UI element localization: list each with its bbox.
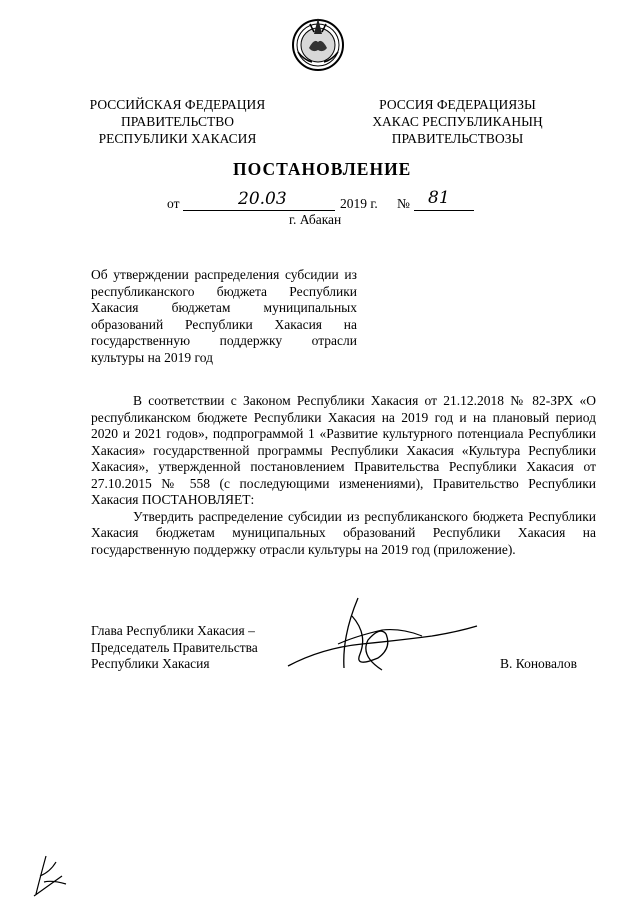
document-subject: [91, 267, 357, 366]
document-type-title: ПОСТАНОВЛЕНИЕ: [233, 159, 412, 179]
handwritten-number: 81: [428, 188, 450, 208]
date-year: 2019 г.: [340, 196, 378, 211]
signatory-name: В. Коновалов: [500, 656, 577, 671]
header-left-line: РОССИЙСКАЯ ФЕДЕРАЦИЯ: [89, 97, 266, 112]
body-paragraph: Утвердить распределение субсидии из республиканского бюджета Республики Хакасия бюджетам муниципальных образований Республики Хакасия на государственную поддержку отрасли культуры на 2019 год (приложение).: [91, 508, 596, 557]
margin-initials-mark: [26, 848, 70, 900]
subject-line: Хакасия бюджетам муниципальных: [91, 300, 357, 315]
document-body: [91, 393, 596, 558]
subject-line: образований Республики Хакасия на: [91, 316, 357, 332]
header-right-line: ХАКАС РЕСПУБЛИКАНЫҢ: [372, 114, 543, 129]
subject-line: государственную поддержку отрасли: [91, 333, 357, 348]
header-left-block: [70, 96, 285, 147]
header-right-line: РОССИЯ ФЕДЕРАЦИЯЗЫ: [379, 97, 536, 112]
subject-line: Об утверждении распределения субсидии из: [91, 267, 357, 282]
handwritten-signature: [282, 596, 482, 686]
signatory-position-line: Глава Республики Хакасия –: [91, 623, 255, 638]
subject-line: республиканского бюджета Республики: [91, 283, 357, 299]
handwritten-date: 20.03: [238, 189, 287, 209]
date-prefix: от: [167, 196, 180, 211]
header-right-line: ПРАВИТЕЛЬСТВОЗЫ: [391, 131, 524, 146]
number-underline: [414, 210, 474, 211]
body-paragraph: В соответствии с Законом Республики Хакасия от 21.12.2018 № 82-ЗРХ «О республиканском бюджете Республики Хакасия на 2019 год и на плановый период 2020 и 2021 годов», подпрограммой 1 «Развитие культурного потенциала Республики Хакасия» государственной программы Республики Хакасия «Культура Республики Хакасия», утвержденной постановлением Правительства Республики Хакасия от 27.10.2015 № 558 (с последующими изменениями), Правительство Республики Хакасия ПОСТАНОВЛЯЕТ:: [91, 393, 596, 507]
number-sign: №: [397, 196, 410, 211]
signatory-position-line: Республики Хакасия: [91, 656, 210, 671]
signatory-position: [91, 623, 301, 673]
header-right-block: [345, 96, 570, 147]
signatory-position-line: Председатель Правительства: [91, 639, 258, 655]
header-left-line: ПРАВИТЕЛЬСТВО: [121, 114, 234, 129]
city-label: г. Абакан: [289, 212, 342, 227]
date-underline: [183, 210, 335, 211]
header-left-line: РЕСПУБЛИКИ ХАКАСИЯ: [98, 131, 257, 146]
coat-of-arms-emblem: [290, 12, 346, 74]
subject-line: культуры на 2019 год: [91, 349, 213, 365]
